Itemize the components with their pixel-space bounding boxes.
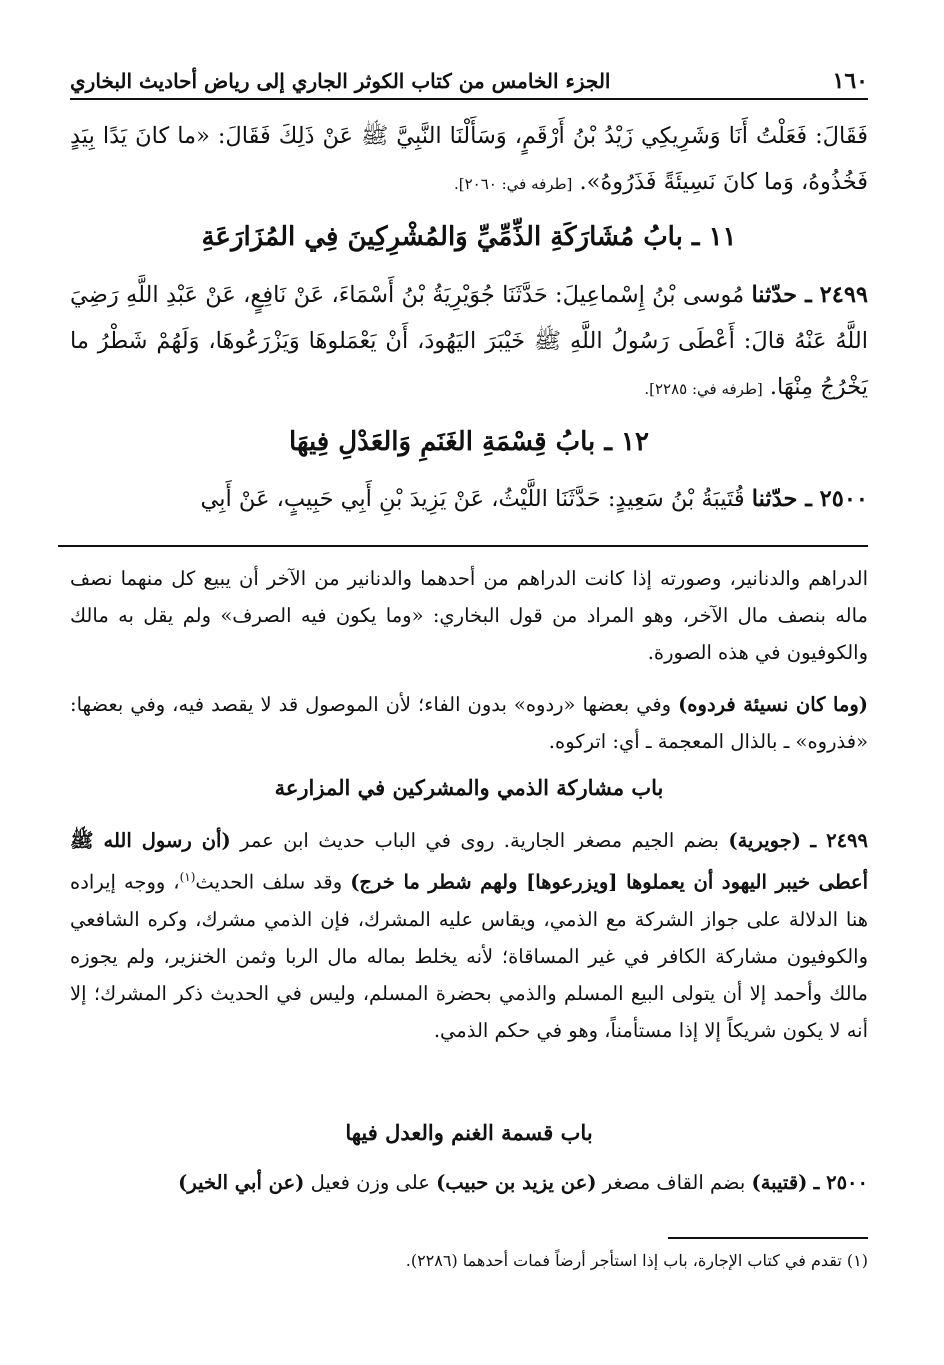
footnote — [70, 1251, 868, 1270]
commentary-2500 — [70, 1164, 868, 1201]
continuation-ref: [طرفه في: ٢٠٦٠]. — [453, 175, 573, 193]
continuation-text: فَقَالَ: فَعَلْتُ أَنَا وَشَرِيكِي زَيْدُ بْنُ أَرْقَمٍ، وَسَأَلْنَا النَّبِيَّ ﷺ عَنْ ذَلِكَ فَقَالَ: «ما كانَ يَدًا بِيَدٍ فَخُذُوهُ، وَما كانَ نَسِيئَةً فَذَرُوهُ». — [70, 123, 868, 195]
hadith-2500-number: ٢٥٠٠ ـ حدّثنا — [751, 486, 868, 512]
commentary-2500-quote: (عن يزيد بن حبيب) — [436, 1171, 597, 1194]
commentary-heading-1: باب مشاركة الذمي والمشركين في المزارعة — [274, 775, 664, 800]
bab-11-heading: ١١ ـ بابُ مُشَارَكَةِ الذِّمِّيِّ وَالمُشْرِكِينَ فِي المُزَارَعَةِ — [201, 222, 737, 252]
commentary-text: وفي بعضها «ردوه» بدون الفاء؛ لأن الموصول قد لا يقصد فيه، وفي بعضها: «فذروه» ـ بالذال المعجمة ـ أي: اتركوه. — [70, 693, 868, 753]
hadith-2499 — [70, 272, 868, 412]
hadith-continuation — [70, 113, 868, 207]
footnote-mark: (١) — [846, 1251, 868, 1270]
footnote-rule — [668, 1237, 868, 1239]
footnote-text: تقدم في كتاب الإجارة، باب إذا استأجر أرضاً فمات أحدهما (٢٢٨٦). — [405, 1251, 842, 1270]
hadith-2499-number: ٢٤٩٩ ـ حدّثنا — [751, 282, 868, 308]
bab-12-heading: ١٢ ـ بابُ قِسْمَةِ الغَنَمِ وَالعَدْلِ فِيهَا — [289, 427, 649, 457]
commentary-paragraph-1: الدراهم والدنانير، وصورته إذا كانت الدراهم من أحدهما والدنانير من الآخر أن يبيع كل منهما نصف ماله بنصف مال الآخر، وهو المراد من قول البخاري: «وما يكون فيه الصرف» ولم يقل به مالك والكوفيون في هذه الصورة. — [70, 567, 868, 664]
commentary-paragraph-2 — [70, 686, 868, 760]
hadith-2500 — [70, 476, 868, 522]
hadith-2499-text: مُوسى بْنُ إِسْماعِيلَ: حَدَّثَنَا جُوَيْرِيَةُ بْنُ أَسْمَاءَ، عَنْ نَافِعٍ، عَنْ عَبْدِ اللَّهِ رَضِيَ اللَّهُ عَنْهُ قالَ: أَعْطَى رَسُولُ اللَّهِ ﷺ خَيْبَرَ اليَهُودَ، أَنْ يَعْمَلوهَا وَيَزْرَعُوهَا، وَلَهُمْ شَطْرُ ما يَخْرُجُ مِنْهَا. — [70, 282, 868, 400]
commentary-2500-number: ٢٥٠٠ ـ — [813, 1171, 868, 1194]
running-header — [70, 64, 868, 100]
section-divider — [58, 545, 868, 547]
commentary-2499-text: بضم الجيم مصغر الجارية. روى في الباب حديث ابن عمر — [240, 829, 719, 852]
commentary-2500-text-2: على وزن فعيل — [310, 1171, 430, 1194]
hadith-2499-ref: [طرفه في: ٢٢٨٥]. — [644, 380, 763, 398]
commentary-2499-quote: (أن رسول الله ﷺ أعطى خيبر اليهود أن يعملوها [ويزرعوها] ولهم شطر ما خرج) — [70, 829, 868, 894]
commentary-2500-term: (قتيبة) — [751, 1171, 808, 1194]
hadith-2500-text: قُتَيبَةُ بْنُ سَعِيدٍ: حَدَّثَنَا اللَّيْثُ، عَنْ يَزِيدَ بْنِ أَبِي حَبِيبٍ، عَنْ أَبِي — [200, 486, 745, 512]
commentary-2499-text-2: وقد سلف الحديث — [195, 870, 343, 894]
page-number: ١٦٠ — [832, 68, 868, 94]
commentary-2499 — [70, 822, 868, 1049]
commentary-2499-term: (جويرية) — [728, 829, 802, 852]
running-title: الجزء الخامس من كتاب الكوثر الجاري إلى رياض أحاديث البخاري — [70, 69, 611, 93]
commentary-2500-text: بضم القاف مصغر — [602, 1171, 746, 1194]
commentary-2499-number: ٢٤٩٩ ـ — [810, 829, 869, 852]
commentary-2499-text-3: ، ووجه إيراده هنا الدلالة على جواز الشركة مع الذمي، ويقاس عليه المشرك، فإن الذمي مشرك، وكره الشافعي والكوفيون مشاركة الكافر في غير المساقاة؛ لأنه يخلط بماله مال الربا وثمن الخنزير، ولم يجوزه مالك وأحمد إلا أن يتولى البيع المسلم والذمي بحضرة المسلم، وليس في الحديث ذكر المشرك؛ إلا أنه لا يكون شريكاً إلا إذا مستأمناً، وهو في حكم الذمي. — [70, 870, 868, 1042]
commentary-heading-2: باب قسمة الغنم والعدل فيها — [345, 1120, 593, 1145]
commentary-quote: (وما كان نسيئة فردوه) — [678, 693, 869, 716]
commentary-2500-quote-2: (عن أبي الخير) — [178, 1171, 305, 1194]
footnote-reference: (١) — [179, 870, 196, 884]
